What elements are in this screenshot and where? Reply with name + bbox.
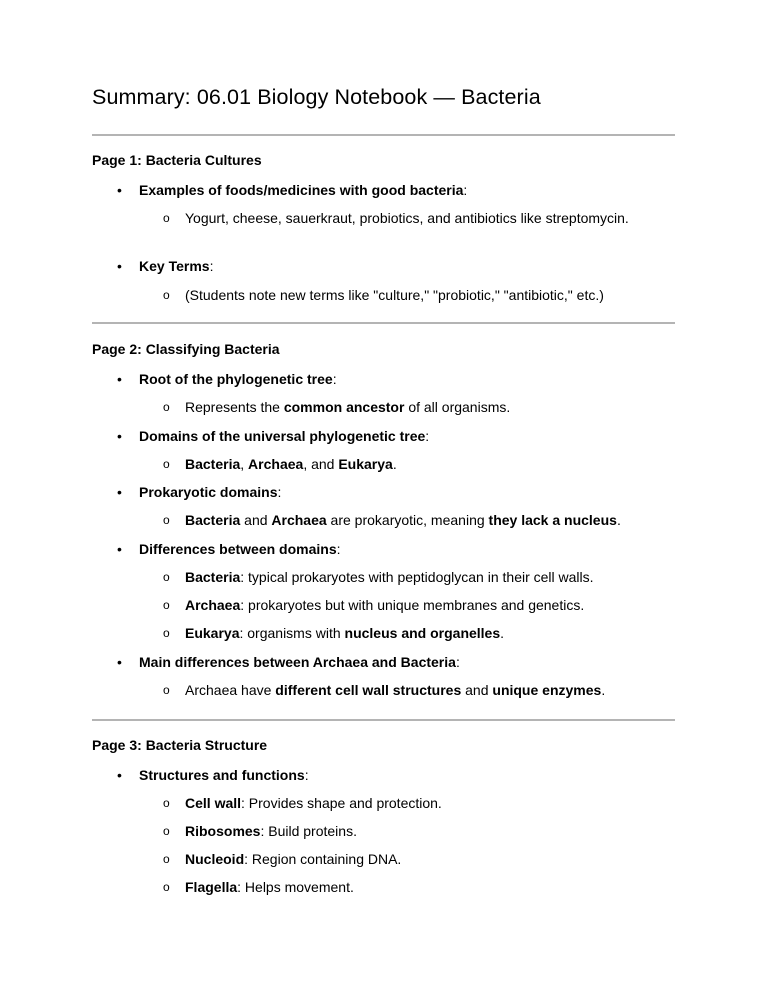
sub-bullet-marker: o: [163, 570, 170, 584]
text-run: .: [601, 682, 606, 698]
bullet-item: [139, 482, 281, 502]
bold-text: Ribosomes: [185, 823, 261, 839]
bullet-suffix: :: [277, 484, 282, 500]
text-run: : prokaryotes but with unique membranes and genetics.: [240, 597, 585, 613]
bold-text: Archaea: [248, 456, 304, 472]
text-run: and: [240, 512, 272, 528]
bold-text: common ancestor: [283, 399, 405, 415]
bullet-label: Prokaryotic domains: [139, 484, 278, 500]
bullet-label: Root of the phylogenetic tree: [139, 371, 333, 387]
bullet-label: Domains of the universal phylogenetic tree: [139, 428, 426, 444]
sub-bullet-item: [163, 821, 675, 841]
bold-text: unique enzymes: [492, 682, 602, 698]
sub-bullet-marker: o: [163, 626, 170, 640]
text-run: Represents the: [185, 399, 284, 415]
text-run: .: [616, 512, 621, 528]
bullet-suffix: :: [463, 182, 468, 198]
sub-bullet-marker: o: [163, 400, 170, 414]
sub-bullet-marker: o: [163, 513, 170, 527]
sub-bullet-item: [163, 208, 675, 228]
sub-bullet-item: [163, 680, 675, 700]
section-divider: [92, 719, 675, 721]
sub-bullet-marker: o: [163, 796, 170, 810]
text-run: are prokaryotic, meaning: [326, 512, 489, 528]
sub-bullet-marker: o: [163, 288, 170, 302]
bullet-item: [139, 369, 337, 389]
bullet-suffix: :: [304, 767, 309, 783]
text-run: .: [500, 625, 505, 641]
sub-bullet-item: [163, 877, 675, 897]
bullet-item: [139, 426, 429, 446]
bold-text: Cell wall: [185, 795, 242, 811]
sub-bullet-marker: o: [163, 880, 170, 894]
bold-text: Archaea: [271, 512, 327, 528]
text-run: of all organisms.: [404, 399, 511, 415]
sub-bullet-marker: o: [163, 457, 170, 471]
text-run: : Build proteins.: [260, 823, 357, 839]
bullet-suffix: :: [209, 258, 214, 274]
sub-bullet-item: [163, 595, 675, 615]
sub-bullet-item: [163, 623, 675, 643]
text-run: : typical prokaryotes with peptidoglycan in their cell walls.: [240, 569, 594, 585]
text-run: Yogurt, cheese, sauerkraut, probiotics, and antibiotics like streptomycin.: [185, 210, 629, 226]
sub-bullet-item: [163, 454, 675, 474]
bold-text: Bacteria: [185, 569, 241, 585]
bold-text: they lack a nucleus: [488, 512, 617, 528]
sub-bullet-item: [163, 285, 675, 305]
section-divider: [92, 322, 675, 324]
bold-text: Eukarya: [185, 625, 240, 641]
sub-bullet-marker: o: [163, 824, 170, 838]
text-run: , and: [303, 456, 339, 472]
text-run: .: [392, 456, 397, 472]
sub-bullet-marker: o: [163, 598, 170, 612]
text-run: : Region containing DNA.: [244, 851, 402, 867]
document-title: Summary: 06.01 Biology Notebook — Bacteria: [92, 85, 541, 109]
bullet-item: [139, 765, 309, 785]
sub-bullet-item: [163, 849, 675, 869]
bold-text: Archaea: [185, 597, 241, 613]
text-run: Archaea have: [185, 682, 276, 698]
bullet-label: Examples of foods/medicines with good bacteria: [139, 182, 464, 198]
text-run: : Helps movement.: [237, 879, 354, 895]
bullet-item: [139, 539, 341, 559]
bold-text: Bacteria: [185, 456, 241, 472]
bullet-item: [139, 180, 467, 200]
bullet-suffix: :: [425, 428, 430, 444]
section-heading: Page 1: Bacteria Cultures: [92, 152, 262, 168]
bold-text: Flagella: [185, 879, 238, 895]
bold-text: different cell wall structures: [275, 682, 462, 698]
bold-text: nucleus and organelles: [344, 625, 501, 641]
section-divider: [92, 134, 675, 136]
bullet-item: [139, 652, 460, 672]
section-heading: Page 3: Bacteria Structure: [92, 737, 268, 753]
bullet-label: Differences between domains: [139, 541, 337, 557]
bullet-label: Key Terms: [139, 258, 210, 274]
sub-bullet-item: [163, 510, 675, 530]
text-run: (Students note new terms like "culture," "probiotic," "antibiotic," etc.): [185, 287, 604, 303]
sub-bullet-marker: o: [163, 852, 170, 866]
sub-bullet-item: [163, 793, 675, 813]
bold-text: Eukarya: [338, 456, 393, 472]
sub-bullet-marker: o: [163, 683, 170, 697]
bullet-suffix: :: [336, 541, 341, 557]
bullet-label: Structures and functions: [139, 767, 305, 783]
bullet-suffix: :: [455, 654, 460, 670]
sub-bullet-marker: o: [163, 211, 170, 225]
sub-bullet-item: [163, 397, 675, 417]
text-run: : organisms with: [239, 625, 345, 641]
text-run: and: [461, 682, 493, 698]
bold-text: Bacteria: [185, 512, 241, 528]
bold-text: Nucleoid: [185, 851, 245, 867]
bullet-item: [139, 256, 213, 276]
text-run: ,: [240, 456, 249, 472]
sub-bullet-item: [163, 567, 675, 587]
bullet-suffix: :: [332, 371, 337, 387]
text-run: : Provides shape and protection.: [241, 795, 442, 811]
bullet-label: Main differences between Archaea and Bacteria: [139, 654, 456, 670]
section-heading: Page 2: Classifying Bacteria: [92, 341, 280, 357]
